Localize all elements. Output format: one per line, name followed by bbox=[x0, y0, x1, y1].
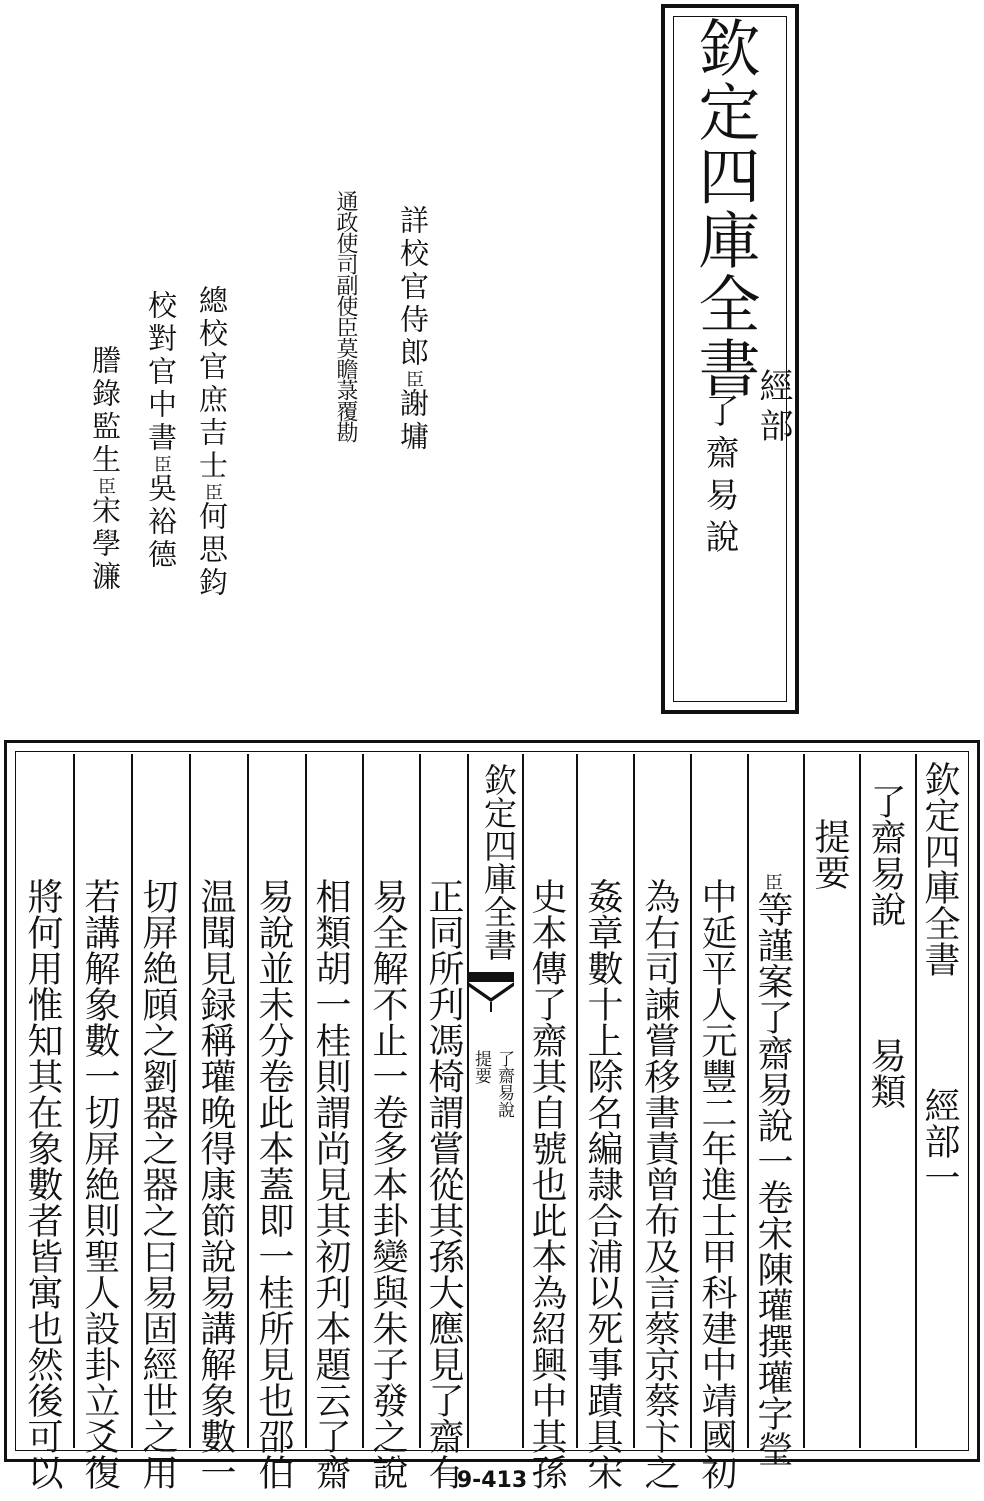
fold-book-title: 了齋易說 bbox=[494, 1050, 514, 1118]
column-rule bbox=[633, 754, 635, 1448]
credit-role: 校對官中書 bbox=[144, 290, 178, 455]
fold-title: 欽定四庫全書 bbox=[479, 763, 518, 961]
text-column-1 bbox=[752, 873, 793, 1467]
text-column-8: 相類胡一桂則謂尚見其初刋本題云了齋 bbox=[310, 878, 351, 1490]
text-column-content: 等謹案了齋易說一卷宋陳瓘撰瓘字瑩 bbox=[752, 891, 793, 1467]
column-rule bbox=[859, 754, 861, 1448]
book-title-column bbox=[865, 783, 906, 1109]
column-rule bbox=[131, 754, 133, 1448]
credit-line-chief-editor bbox=[195, 285, 229, 600]
page-book-title: 了齋易說 bbox=[865, 783, 906, 927]
column-rule bbox=[690, 754, 692, 1448]
text-column-11: 切屏絶頋之劉器之器之曰易固經世之用 bbox=[137, 878, 178, 1490]
credit-name: 吳裕德 bbox=[144, 473, 178, 572]
credit-chen: 臣 bbox=[202, 483, 223, 501]
credit-name: 宋學濂 bbox=[88, 495, 122, 594]
page-category: 易類 bbox=[865, 1037, 906, 1109]
page-header-section: 經部一 bbox=[919, 1087, 960, 1195]
chen-mark: 臣 bbox=[762, 873, 783, 891]
page-header-column bbox=[919, 761, 960, 1195]
text-column-2: 中延平人元豐二年進士甲科建中靖國初 bbox=[696, 878, 737, 1490]
credit-name: 何思鈞 bbox=[195, 501, 229, 600]
text-column-9: 易說並未分卷此本蓋即一桂所見也邵伯 bbox=[253, 878, 294, 1490]
credit-line-proofreader bbox=[396, 205, 430, 454]
collection-title: 欽定四庫全書 bbox=[688, 16, 761, 400]
column-rule bbox=[915, 754, 917, 1448]
column-rule bbox=[189, 754, 191, 1448]
column-rule bbox=[305, 754, 307, 1448]
text-column-7: 易全解不止一卷多本卦變與朱子發之說 bbox=[367, 878, 408, 1490]
column-rule bbox=[419, 754, 421, 1448]
credit-chen: 臣 bbox=[151, 455, 172, 473]
fold-section: 提要 bbox=[471, 1050, 491, 1084]
credit-line-copyist bbox=[88, 345, 122, 594]
credit-chen: 臣 bbox=[403, 370, 424, 388]
text-column-4: 姦章數十上除名編隷合浦以死事蹟具宋 bbox=[582, 878, 623, 1490]
credit-role: 詳校官侍郎 bbox=[396, 205, 430, 370]
column-rule bbox=[467, 754, 469, 1448]
text-column-12: 若講解象數一切屏絶則聖人設卦立爻復 bbox=[79, 878, 120, 1490]
column-rule bbox=[362, 754, 364, 1448]
tiyao-heading: 提要 bbox=[809, 818, 850, 890]
column-rule bbox=[73, 754, 75, 1448]
text-column-13: 將何用惟知其在象數者皆寓也然後可以 bbox=[22, 878, 63, 1490]
credit-line-collator bbox=[144, 290, 178, 572]
credit-role: 謄錄監生 bbox=[88, 345, 122, 477]
book-title: 了齋易說 bbox=[699, 393, 739, 561]
credit-role: 總校官庶吉士 bbox=[195, 285, 229, 483]
column-rule bbox=[803, 754, 805, 1448]
text-column-5: 史本傳了齋其自號也此本為紹興中其孫 bbox=[526, 878, 567, 1490]
text-column-3: 為右司諫嘗移書責曾布及言蔡京蔡卞之 bbox=[639, 878, 680, 1490]
credit-chen: 臣 bbox=[95, 477, 116, 495]
text-column-6: 正同所刋馮椅謂嘗從其孫大應見了齋有 bbox=[423, 878, 464, 1490]
section-label: 經部 bbox=[753, 368, 793, 448]
column-rule bbox=[522, 754, 524, 1448]
column-rule bbox=[747, 754, 749, 1448]
fold-fishtail-icon bbox=[468, 972, 514, 1012]
title-slip bbox=[661, 4, 799, 714]
column-rule bbox=[247, 754, 249, 1448]
page-number: 9-413 bbox=[456, 1468, 528, 1493]
credit-name: 謝墉 bbox=[396, 388, 430, 454]
credit-line-reviewer: 通政使司副使臣莫瞻菉覆勘 bbox=[333, 190, 358, 442]
text-column-10: 温聞見録稱瓘晚得康節說易講解象數一 bbox=[195, 878, 236, 1490]
page-header-title: 欽定四庫全書 bbox=[919, 761, 960, 977]
column-rule bbox=[576, 754, 578, 1448]
